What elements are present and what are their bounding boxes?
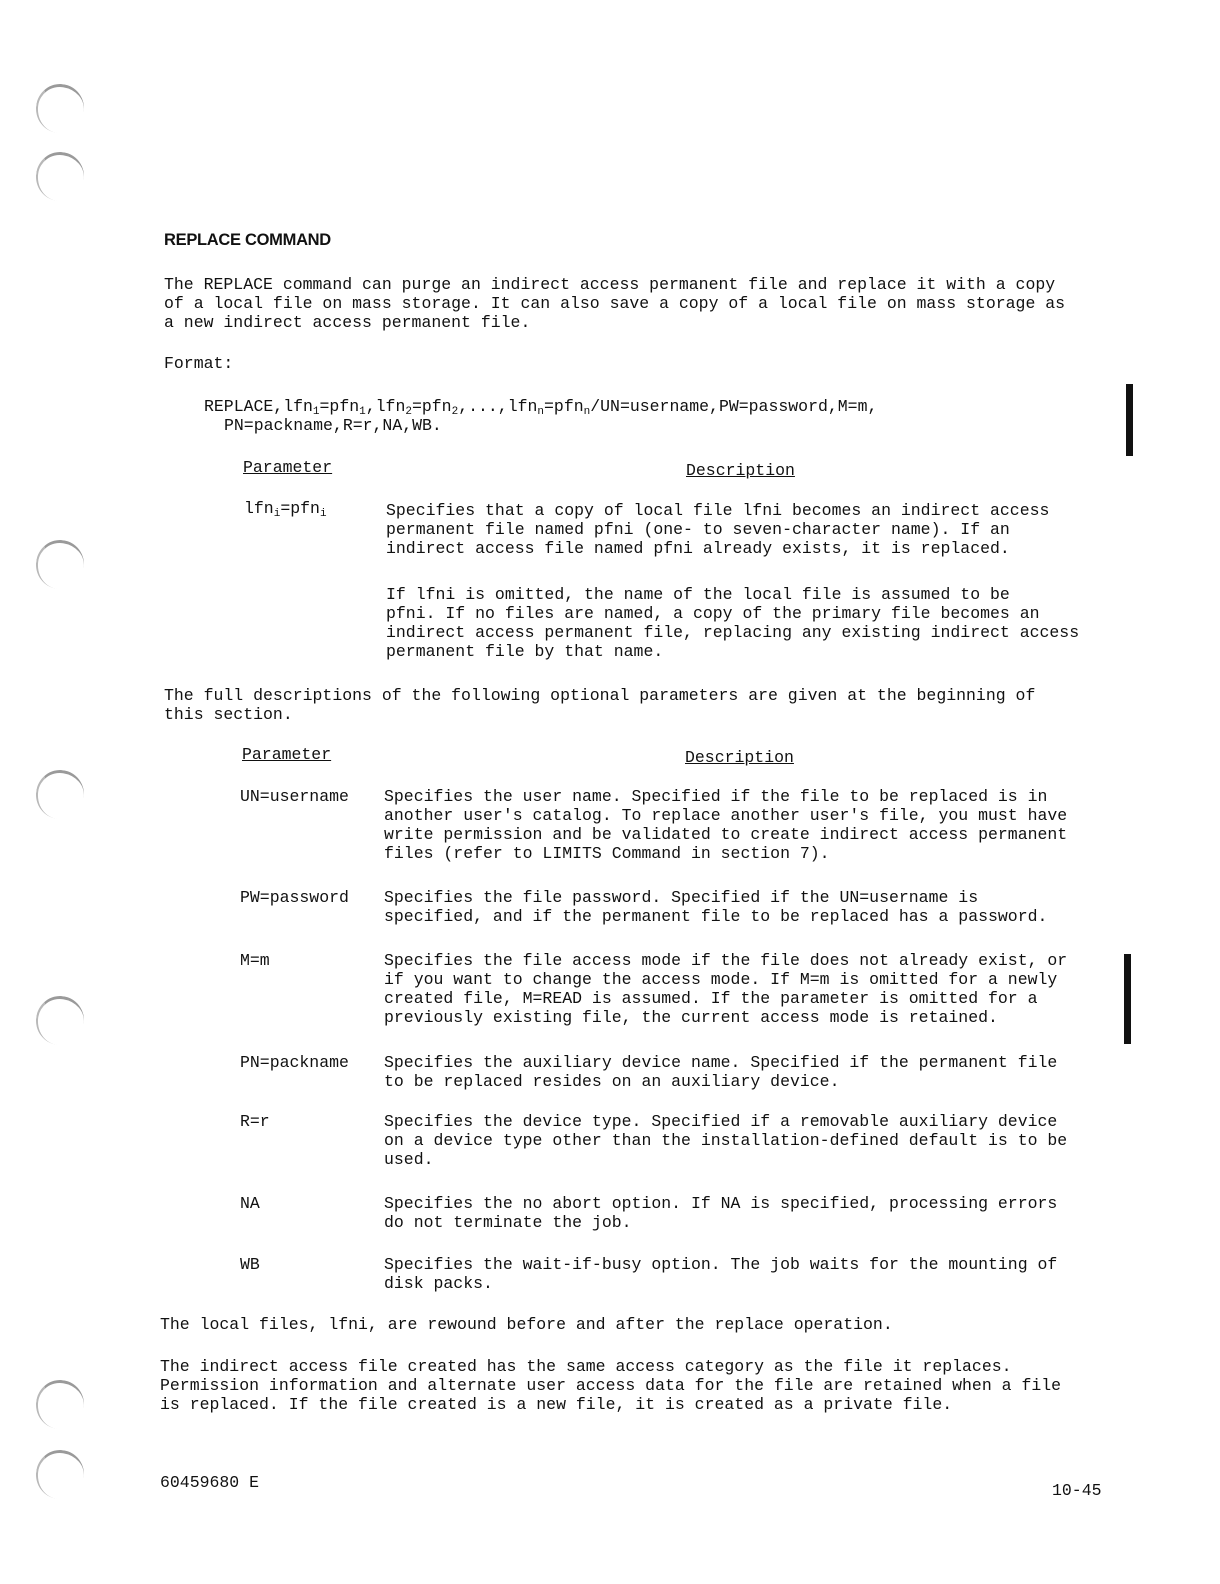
format-text: =pfn xyxy=(319,397,360,416)
table2-description-header: Description xyxy=(685,748,794,767)
change-bar xyxy=(1124,954,1131,1044)
format-sub: 1 xyxy=(359,406,366,418)
param-name: WB xyxy=(240,1255,260,1274)
param-description: Specifies the no abort option. If NA is specified, processing errors do not terminate the job. xyxy=(384,1194,1058,1232)
format-sub: n xyxy=(537,406,545,418)
param-text: =pfn xyxy=(280,499,320,518)
format-line-2: PN=packname,R=r,NA,WB. xyxy=(224,416,442,435)
param-description: Specifies the file password. Specified if the UN=username is specified, and if the permanent file to be replaced has a password. xyxy=(384,888,1048,926)
format-label: Format: xyxy=(164,354,234,373)
punch-hole-mark xyxy=(33,767,87,822)
param-lfn-pfn xyxy=(244,499,327,518)
param-name: PW=password xyxy=(240,888,349,907)
rewound-paragraph: The local files, lfni, are rewound before and after the replace operation. xyxy=(160,1315,893,1334)
param-description: Specifies the device type. Specified if a removable auxiliary device on a device type other than the installation-defined default is to be used. xyxy=(384,1112,1068,1169)
param-name: PN=packname xyxy=(240,1053,349,1072)
param-sub: i xyxy=(319,508,327,520)
param-text: lfn xyxy=(244,499,274,518)
punch-hole-mark xyxy=(33,1447,87,1502)
punch-hole-mark xyxy=(33,149,87,204)
param-name: R=r xyxy=(240,1112,270,1131)
format-text: ,lfn xyxy=(365,397,406,416)
format-text: REPLACE,lfn xyxy=(204,397,313,416)
format-text: =pfn xyxy=(411,397,452,416)
punch-hole-mark xyxy=(33,537,87,592)
document-number: 60459680 E xyxy=(160,1473,260,1492)
page-title: REPLACE COMMAND xyxy=(164,231,331,249)
optional-intro: The full descriptions of the following optional parameters are given at the beginning of this section. xyxy=(164,686,1036,724)
table1-description-header: Description xyxy=(686,461,795,480)
param-sub: i xyxy=(273,508,281,520)
format-sub: 2 xyxy=(405,406,412,418)
change-bar xyxy=(1126,384,1133,456)
format-sub: 2 xyxy=(451,406,459,418)
format-text: ,...,lfn xyxy=(458,397,538,416)
format-text: /UN=username,PW=password,M=m, xyxy=(590,397,878,416)
param-lfn-desc-2: If lfni is omitted, the name of the local file is assumed to be pfni. If no files are named, a copy of the primary file becomes an indirect access permanent file, replacing any existing indirect access permanent file by that name. xyxy=(386,585,1080,661)
param-description: Specifies the file access mode if the file does not already exist, or if you want to change the access mode. If M=m is omitted for a newly created file, M=READ is assumed. If the parameter is omitted for a previously existing file, the current access mode is retained. xyxy=(384,951,1068,1027)
param-lfn-desc-1: Specifies that a copy of local file lfni becomes an indirect access permanent file named pfni (one- to seven-character name). If an indirect access file named pfni already exists, it is replaced. xyxy=(386,501,1050,558)
format-line-1 xyxy=(204,397,877,416)
punch-hole-mark xyxy=(33,1377,87,1432)
format-sub: 1 xyxy=(312,406,320,418)
intro-paragraph: The REPLACE command can purge an indirect access permanent file and replace it with a copy of a local file on mass storage. It can also save a copy of a local file on mass storage as a new indirect access permanent file. xyxy=(164,275,1066,332)
param-name: M=m xyxy=(240,951,270,970)
table1-parameter-header: Parameter xyxy=(243,458,333,477)
punch-hole-mark xyxy=(33,993,87,1048)
closing-paragraph: The indirect access file created has the same access category as the file it replaces. Permission information and alternate user access data for the file are retained when a file is replaced. If the file created is a new file, it is created as a private file. xyxy=(160,1357,1062,1414)
format-text: =pfn xyxy=(544,397,584,416)
param-description: Specifies the user name. Specified if the file to be replaced is in another user's catalog. To replace another user's file, you must have write permission and be validated to create indirect access permanent files (refer to LIMITS Command in section 7). xyxy=(384,787,1068,863)
param-description: Specifies the wait-if-busy option. The job waits for the mounting of disk packs. xyxy=(384,1255,1058,1293)
param-name: NA xyxy=(240,1194,260,1213)
punch-hole-mark xyxy=(33,81,87,136)
param-name: UN=username xyxy=(240,787,349,806)
param-description: Specifies the auxiliary device name. Specified if the permanent file to be replaced resides on an auxiliary device. xyxy=(384,1053,1058,1091)
table2-parameter-header: Parameter xyxy=(242,745,332,764)
format-sub: n xyxy=(583,406,591,418)
page-number: 10-45 xyxy=(1052,1481,1102,1500)
